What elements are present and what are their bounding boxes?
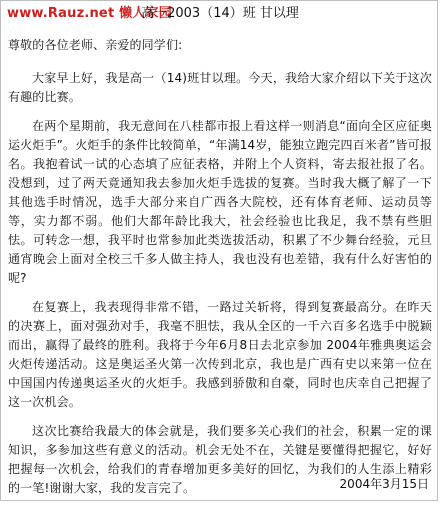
document-title: 高一2003（14）班 甘以理 [141, 6, 299, 21]
paragraph-4: 这次比赛给我最大的体会就是，我们要多关心我们的社会，积累一定的课知识，多参加这些有意义的活动。机会无处不在，关键是要懂得把握它，好好把握每一次机会，给我们的青春增加更多美好的回忆，为我们的人生添上精彩的一笔!谢谢大家，我的发言完了。 [8, 424, 432, 495]
paragraph-3: 在复赛上，我表现得非常不错，一路过关斩将，得到复赛最高分。在昨天的决赛上，面对强劲对手，我毫不胆怯，我从全区的一千六百多名选手中脱颖而出，赢得了最终的胜利。我将于今年6月8日去北京参加 2004年雅典奥运会火炬传递活动。这是奥运圣火第一次传到北京，我也是广西有史以来第一位在中国国内传递奥运圣火的火炬手。我感到骄傲和自豪，同时也庆幸自己把握了这一次机会。 [8, 300, 432, 409]
greeting-line: 尊敬的各位老师、亲爱的同学们: [8, 38, 183, 52]
speech-content [8, 36, 432, 508]
speech-date: 2004年3月15日 [339, 477, 429, 491]
header [1, 2, 439, 26]
paragraph-2: 在两个星期前，我无意间在八桂都市报上看这样一则消息“面向全区应征奥运火炬手”。火炬手的条件比较简单，“年满14岁，能独立跑完四百米者”皆可报名。我抱着试一试的心态填了应征表格，并附上个人资料，寄去报社报了名。没想到，过了两天竟通知我去参加火炬手选拔的复赛。当时我大概了解了一下其他选手时情况，选手大部分来自广西各大院校，还有体育老师、运动员等等，实力都不弱。他们大都年龄比我大，社会经验也比我足，我不禁有些胆怯。可转念一想，我平时也常参加此类选拔活动，积累了不少舞台经验，元旦通宵晚会上面对全校三千多人做主持人，我也没有也差错，我有什么好害怕的呢? [8, 119, 432, 285]
site-watermark: www.Rauz.net 懒人家园 [7, 6, 172, 21]
paragraph-1: 大家早上好，我是高一（14)班甘以理。今天，我给大家介绍以下关于这次有趣的比赛。 [8, 71, 432, 104]
